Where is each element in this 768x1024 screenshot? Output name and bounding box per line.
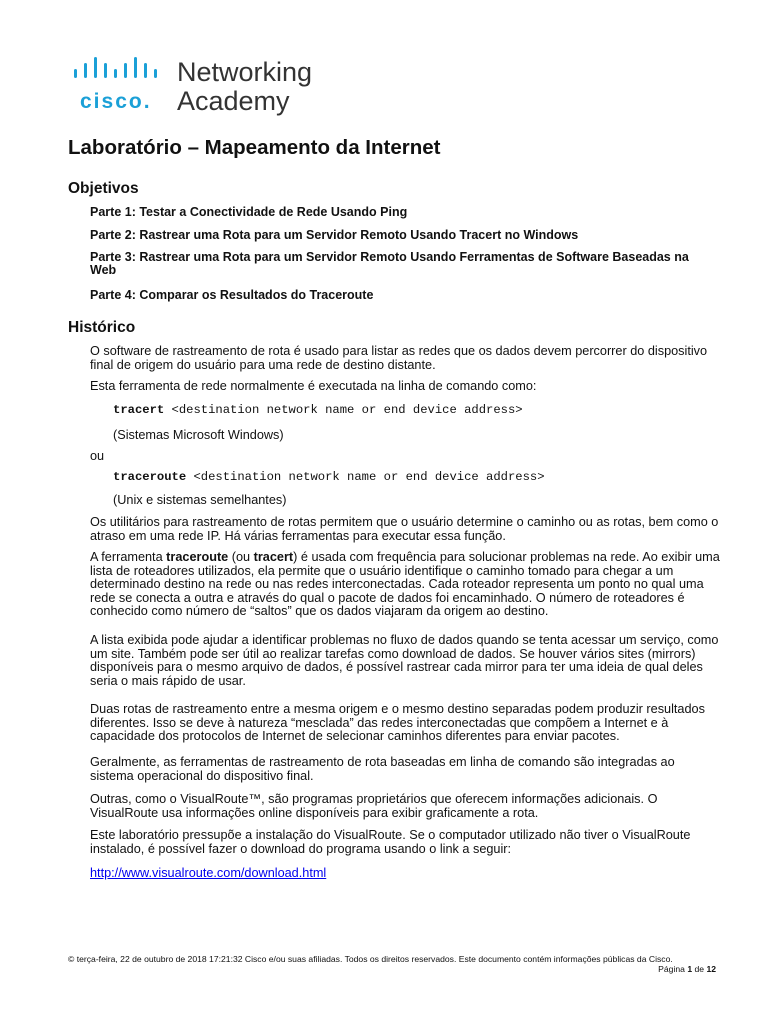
objective-item-1: Parte 1: Testar a Conectividade de Rede Usando Ping: [90, 205, 408, 219]
text-fragment: (ou: [228, 550, 254, 564]
term-tracert: tracert: [253, 550, 294, 564]
page-total: 12: [706, 964, 716, 974]
page-current: 1: [687, 964, 693, 974]
text-fragment: ) é usada com frequência para solucionar problemas na rede. Ao exibir uma lista de roteadores utilizados, ela permite que o usuário identifique o caminho tomado para chegar a um determinado destino na rede ou nas redes interconectadas. Cada roteador representa um ponto no qual uma rede se conecta a outra e através do qual o pacote de dados foi encaminhado. O número de roteadores é conhecido como número de “saltos” que os dados viajaram da origem ao destino.: [90, 550, 720, 619]
page-label: Página: [658, 964, 688, 974]
command-tracert: [113, 403, 523, 417]
os-note-windows: (Sistemas Microsoft Windows): [113, 428, 284, 442]
command-args: <destination network name or end device address>: [171, 403, 523, 417]
cisco-bridge-icon: [72, 57, 172, 87]
command-args: <destination network name or end device address>: [193, 470, 545, 484]
command-name: tracert: [113, 403, 165, 417]
document-title: Laboratório – Mapeamento da Internet: [68, 136, 441, 159]
history-paragraph-1: O software de rastreamento de rota é usado para listar as redes que os dados devem percorrer do dispositivo final de origem do usuário para uma rede de destino distante.: [90, 344, 708, 372]
history-paragraph-6: Duas rotas de rastreamento entre a mesma origem e o mesmo destino separadas podem produzir resultados diferentes. Isso se deve à natureza “mesclada” das redes interconectadas que compõem a Internet e à capacidade dos protocolos de Internet de selecionar caminhos diferentes para enviar pacotes.: [90, 702, 705, 744]
page-footer: [68, 954, 716, 974]
text-fragment: A ferramenta: [90, 550, 167, 564]
term-traceroute: traceroute: [166, 550, 229, 564]
logo-line-academy: Academy: [177, 86, 290, 116]
or-text: ou: [90, 449, 105, 463]
history-paragraph-3: Os utilitários para rastreamento de rotas permitem que o usuário determine o caminho ou as rotas, bem como o atraso em uma rede IP. Há várias ferramentas para executar essa função.: [90, 515, 719, 543]
history-heading: Histórico: [68, 319, 136, 336]
visualroute-download-link[interactable]: http://www.visualroute.com/download.html: [90, 866, 327, 880]
page-number: [658, 964, 716, 974]
command-name: traceroute: [113, 470, 187, 484]
command-traceroute: [113, 470, 545, 484]
objectives-heading: Objetivos: [68, 180, 139, 197]
history-paragraph-8: Outras, como o VisualRoute™, são programas proprietários que oferecem informações adicionais. O VisualRoute usa informações online disponíveis para exibir graficamente a rota.: [90, 792, 658, 820]
history-paragraph-7: Geralmente, as ferramentas de rastreamento de rota baseadas em linha de comando são integradas ao sistema operacional do dispositivo final.: [90, 755, 675, 783]
copyright-text: © terça-feira, 22 de outubro de 2018 17:21:32 Cisco e/ou suas afiliadas. Todos os direitos reservados. Este documento contém informações públicas da Cisco.: [68, 954, 673, 964]
history-paragraph-9: Este laboratório pressupõe a instalação do VisualRoute. Se o computador utilizado não tiver o VisualRoute instalado, é possível fazer o download do programa usando o link a seguir:: [90, 828, 691, 856]
history-paragraph-2: Esta ferramenta de rede normalmente é executada na linha de comando como:: [90, 379, 537, 393]
logo-line-networking: Networking: [177, 57, 313, 87]
objective-item-3: Parte 3: Rastrear uma Rota para um Servidor Remoto Usando Ferramentas de Software Baseadas na Web: [90, 250, 689, 277]
objective-item-4: Parte 4: Comparar os Resultados do Traceroute: [90, 288, 374, 302]
page-separator: de: [692, 964, 707, 974]
history-paragraph-5: A lista exibida pode ajudar a identificar problemas no fluxo de dados quando se tenta acessar um serviço, como um site. Também pode ser útil ao realizar tarefas como download de dados. Se houver vários sites (mirrors) disponíveis para o mesmo arquivo de dados, é possível rastrear cada mirror para ter uma ideia de qual deles seria o mais rápido de usar.: [90, 633, 719, 688]
cisco-wordmark: cisco.: [80, 90, 152, 113]
history-paragraph-4: [90, 551, 720, 619]
cisco-networking-academy-logo: [72, 57, 332, 117]
os-note-unix: (Unix e sistemas semelhantes): [113, 493, 287, 507]
objective-item-2: Parte 2: Rastrear uma Rota para um Servidor Remoto Usando Tracert no Windows: [90, 228, 579, 242]
